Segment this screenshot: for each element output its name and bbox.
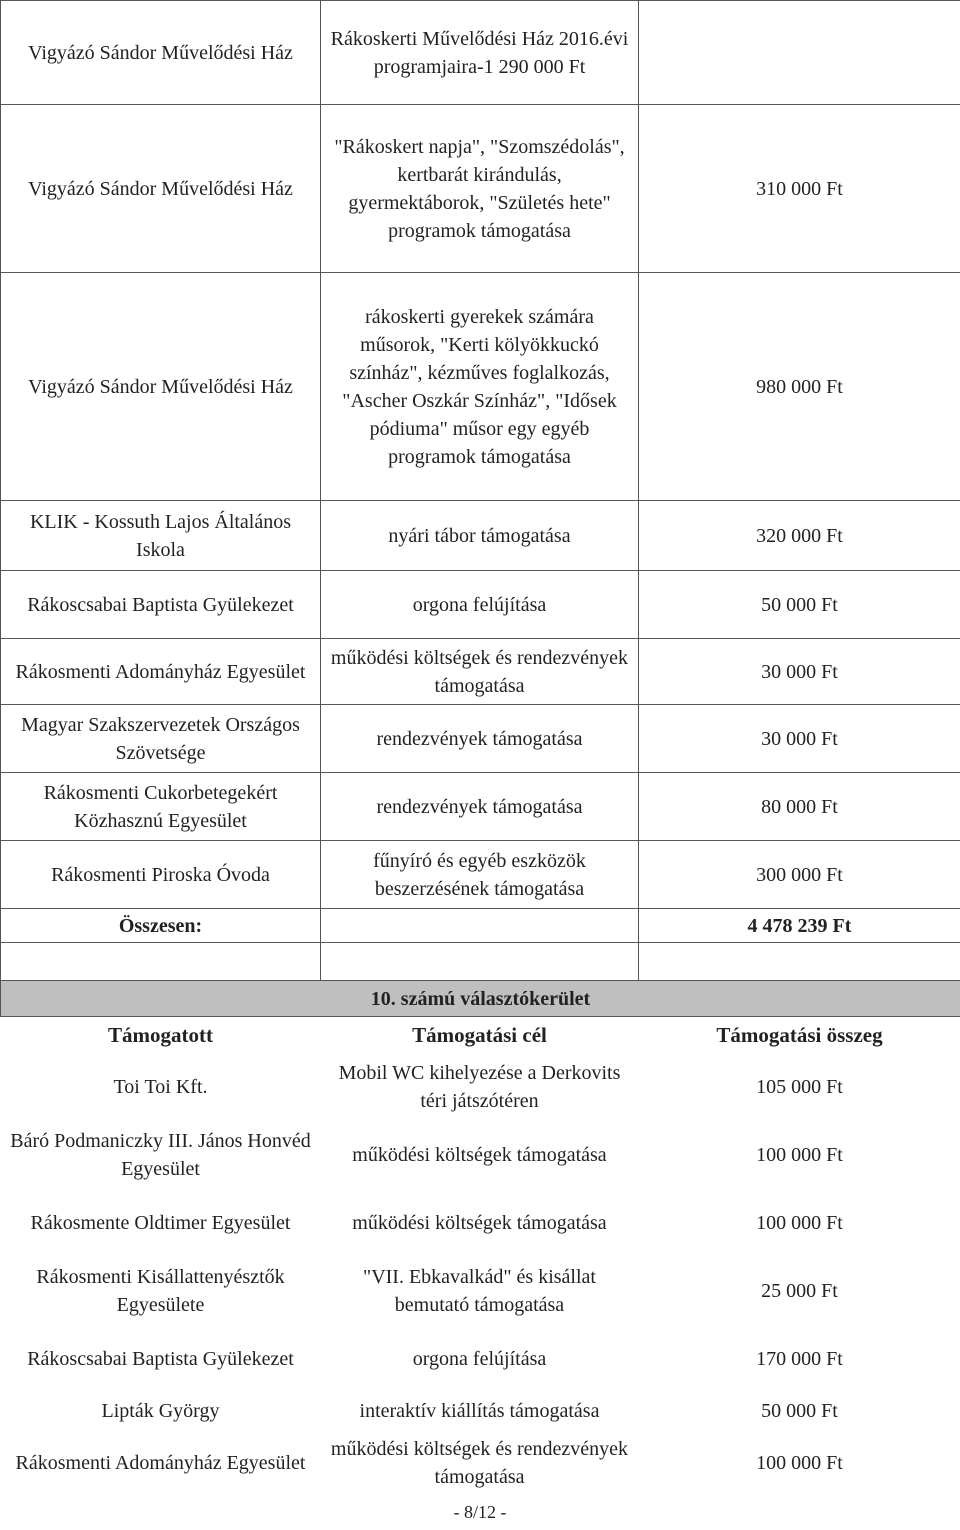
spacer-cell (321, 943, 639, 981)
org-cell: Lipták György (101, 1399, 220, 1422)
amount-cell: 100 000 Ft (756, 1451, 843, 1474)
header-purpose: Támogatási cél (412, 1022, 547, 1047)
table-row (1, 105, 960, 273)
org-cell: Rákosmenti Kisállattenyésztők Egyesülete (36, 1265, 285, 1316)
header-amount: Támogatási összeg (716, 1022, 883, 1047)
total-empty-cell (321, 909, 639, 943)
purpose-cell: nyári tábor támogatása (321, 501, 639, 571)
total-row (1, 909, 960, 943)
table-row (1, 1393, 960, 1429)
org-cell: Vigyázó Sándor Művelődési Ház (1, 273, 321, 501)
amount-cell: 980 000 Ft (639, 273, 960, 501)
purpose-cell: rendezvények támogatása (321, 773, 639, 841)
amount-cell: 50 000 Ft (639, 571, 960, 639)
spacer-cell (639, 943, 960, 981)
amount-cell (639, 1, 960, 105)
amount-cell: 50 000 Ft (761, 1399, 838, 1422)
purpose-cell: működési költségek támogatása (352, 1143, 607, 1166)
table-row (1, 1189, 960, 1257)
amount-cell: 30 000 Ft (639, 639, 960, 705)
table-row (1, 773, 960, 841)
purpose-cell: "VII. Ebkavalkád" és kisállat bemutató támogatása (363, 1265, 596, 1316)
table-row (1, 1, 960, 105)
total-label: Összesen: (1, 909, 321, 943)
purpose-cell: rendezvények támogatása (321, 705, 639, 773)
table-row (1, 639, 960, 705)
header-org: Támogatott (108, 1022, 213, 1047)
table-row (1, 1053, 960, 1121)
table-row (1, 273, 960, 501)
table-row (1, 841, 960, 909)
purpose-cell: orgona felújítása (321, 571, 639, 639)
amount-cell: 100 000 Ft (756, 1143, 843, 1166)
table-row (1, 571, 960, 639)
org-cell: Magyar Szakszervezetek Országos Szövetsége (1, 705, 321, 773)
amount-cell: 170 000 Ft (756, 1347, 843, 1370)
purpose-cell: működési költségek és rendezvények támogatása (321, 639, 639, 705)
purpose-cell: Mobil WC kihelyezése a Derkovits téri játszótéren (338, 1061, 621, 1112)
table-row (1, 1121, 960, 1189)
amount-cell: 80 000 Ft (639, 773, 960, 841)
purpose-cell: orgona felújítása (412, 1347, 547, 1370)
amount-cell: 30 000 Ft (639, 705, 960, 773)
total-value: 4 478 239 Ft (639, 909, 960, 943)
purpose-cell: működési költségek és rendezvények támogatása (330, 1437, 629, 1488)
district-10-grants-table (0, 980, 960, 1497)
section-title: 10. számú választókerület (1, 981, 960, 1017)
table-row (1, 1325, 960, 1393)
purpose-cell: interaktív kiállítás támogatása (359, 1399, 600, 1422)
spacer-cell (1, 943, 321, 981)
amount-cell: 300 000 Ft (639, 841, 960, 909)
org-cell: Rákosmenti Piroska Óvoda (1, 841, 321, 909)
purpose-cell: működési költségek támogatása (352, 1211, 607, 1234)
amount-cell: 320 000 Ft (639, 501, 960, 571)
org-cell: Rákosmenti Adományház Egyesület (15, 1451, 306, 1474)
org-cell: KLIK - Kossuth Lajos Általános Iskola (1, 501, 321, 571)
org-cell: Rákosmenti Cukorbetegekért Közhasznú Egyesület (1, 773, 321, 841)
purpose-cell: fűnyíró és egyéb eszközök beszerzésének támogatása (321, 841, 639, 909)
org-cell: Báró Podmaniczky III. János Honvéd Egyesület (10, 1129, 311, 1180)
org-cell: Toi Toi Kft. (113, 1075, 208, 1098)
purpose-cell: Rákoskerti Művelődési Ház 2016.évi programjaira-1 290 000 Ft (321, 1, 639, 105)
org-cell: Vigyázó Sándor Művelődési Ház (1, 1, 321, 105)
amount-cell: 100 000 Ft (756, 1211, 843, 1234)
table-row (1, 1429, 960, 1497)
org-cell: Rákoscsabai Baptista Gyülekezet (1, 571, 321, 639)
page-number: - 8/12 - (453, 1502, 507, 1522)
amount-cell: 310 000 Ft (639, 105, 960, 273)
org-cell: Rákosmente Oldtimer Egyesület (30, 1211, 291, 1234)
org-cell: Rákosmenti Adományház Egyesület (1, 639, 321, 705)
org-cell: Vigyázó Sándor Művelődési Ház (1, 105, 321, 273)
amount-cell: 25 000 Ft (761, 1279, 838, 1302)
purpose-cell: rákoskerti gyerekek számára műsorok, "Kerti kölyökkuckó színház", kézműves foglalkozás, "Ascher Oszkár Színház", "Idősek pódiuma" műsor egy egyéb programok támogatása (321, 273, 639, 501)
org-cell: Rákoscsabai Baptista Gyülekezet (27, 1347, 294, 1370)
table-row (1, 705, 960, 773)
header-row (1, 1017, 960, 1053)
amount-cell: 105 000 Ft (756, 1075, 843, 1098)
purpose-cell: "Rákoskert napja", "Szomszédolás", kertbarát kirándulás, gyermektáborok, "Születés hete" programok támogatása (321, 105, 639, 273)
table-row (1, 1257, 960, 1325)
section-title-row (1, 981, 960, 1017)
spacer-row (1, 943, 960, 981)
table-row (1, 501, 960, 571)
